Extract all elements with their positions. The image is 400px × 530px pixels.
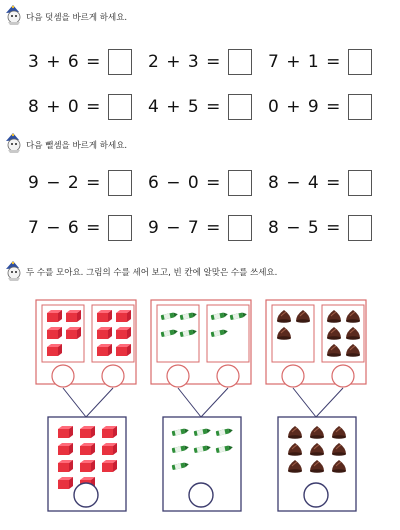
- instruction-subtraction: 다음 뺄셈을 바르게 하세요.: [26, 141, 128, 151]
- red-block-icon: [102, 426, 117, 438]
- red-block-icon: [47, 310, 62, 322]
- red-block-icon: [97, 344, 112, 356]
- red-block-icon: [116, 327, 131, 339]
- answer-circle: [282, 365, 304, 387]
- red-block-icon: [80, 443, 95, 455]
- red-block-icon: [58, 460, 73, 472]
- subtraction-problem: 9 − 7 =: [148, 214, 252, 242]
- subtraction-problem: 9 − 2 =: [28, 169, 132, 197]
- connector-line: [201, 388, 228, 417]
- answer-circle: [74, 483, 98, 507]
- subtraction-problem: 8 − 5 =: [268, 214, 372, 242]
- red-block-icon: [80, 460, 95, 472]
- connector-line: [63, 388, 86, 417]
- red-block-icon: [58, 426, 73, 438]
- answer-circle: [217, 365, 239, 387]
- subtraction-problem: 7 − 6 =: [28, 214, 132, 242]
- addition-problem: 0 + 9 =: [268, 93, 372, 121]
- answer-circle: [102, 365, 124, 387]
- connector-line: [178, 388, 201, 417]
- red-block-icon: [116, 344, 131, 356]
- addition-problem: 4 + 5 =: [148, 93, 252, 121]
- connector-line: [293, 388, 316, 417]
- instruction-addition: 다음 덧셈을 바르게 하세요.: [26, 13, 128, 23]
- red-block-icon: [47, 327, 62, 339]
- red-block-icon: [116, 310, 131, 322]
- addition-problem: 7 + 1 =: [268, 48, 372, 76]
- red-block-icon: [66, 327, 81, 339]
- red-block-icon: [102, 460, 117, 472]
- answer-circle: [304, 483, 328, 507]
- answer-circle: [52, 365, 74, 387]
- answer-circle: [332, 365, 354, 387]
- answer-circle: [189, 483, 213, 507]
- red-block-icon: [66, 310, 81, 322]
- red-block-icon: [58, 443, 73, 455]
- subtraction-problem: 8 − 4 =: [268, 169, 372, 197]
- connector-line: [316, 388, 343, 417]
- red-block-icon: [97, 310, 112, 322]
- addition-problem: 3 + 6 =: [28, 48, 132, 76]
- red-block-icon: [80, 426, 95, 438]
- addition-problem: 2 + 3 =: [148, 48, 252, 76]
- red-block-icon: [47, 344, 62, 356]
- instruction-counting: 두 수를 모아요. 그림의 수를 세어 보고, 빈 칸에 알맞은 수를 쓰세요.: [26, 268, 278, 278]
- red-block-icon: [58, 477, 73, 489]
- addition-problem: 8 + 0 =: [28, 93, 132, 121]
- red-block-icon: [97, 327, 112, 339]
- red-block-icon: [102, 443, 117, 455]
- connector-line: [86, 388, 113, 417]
- subtraction-problem: 6 − 0 =: [148, 169, 252, 197]
- answer-circle: [167, 365, 189, 387]
